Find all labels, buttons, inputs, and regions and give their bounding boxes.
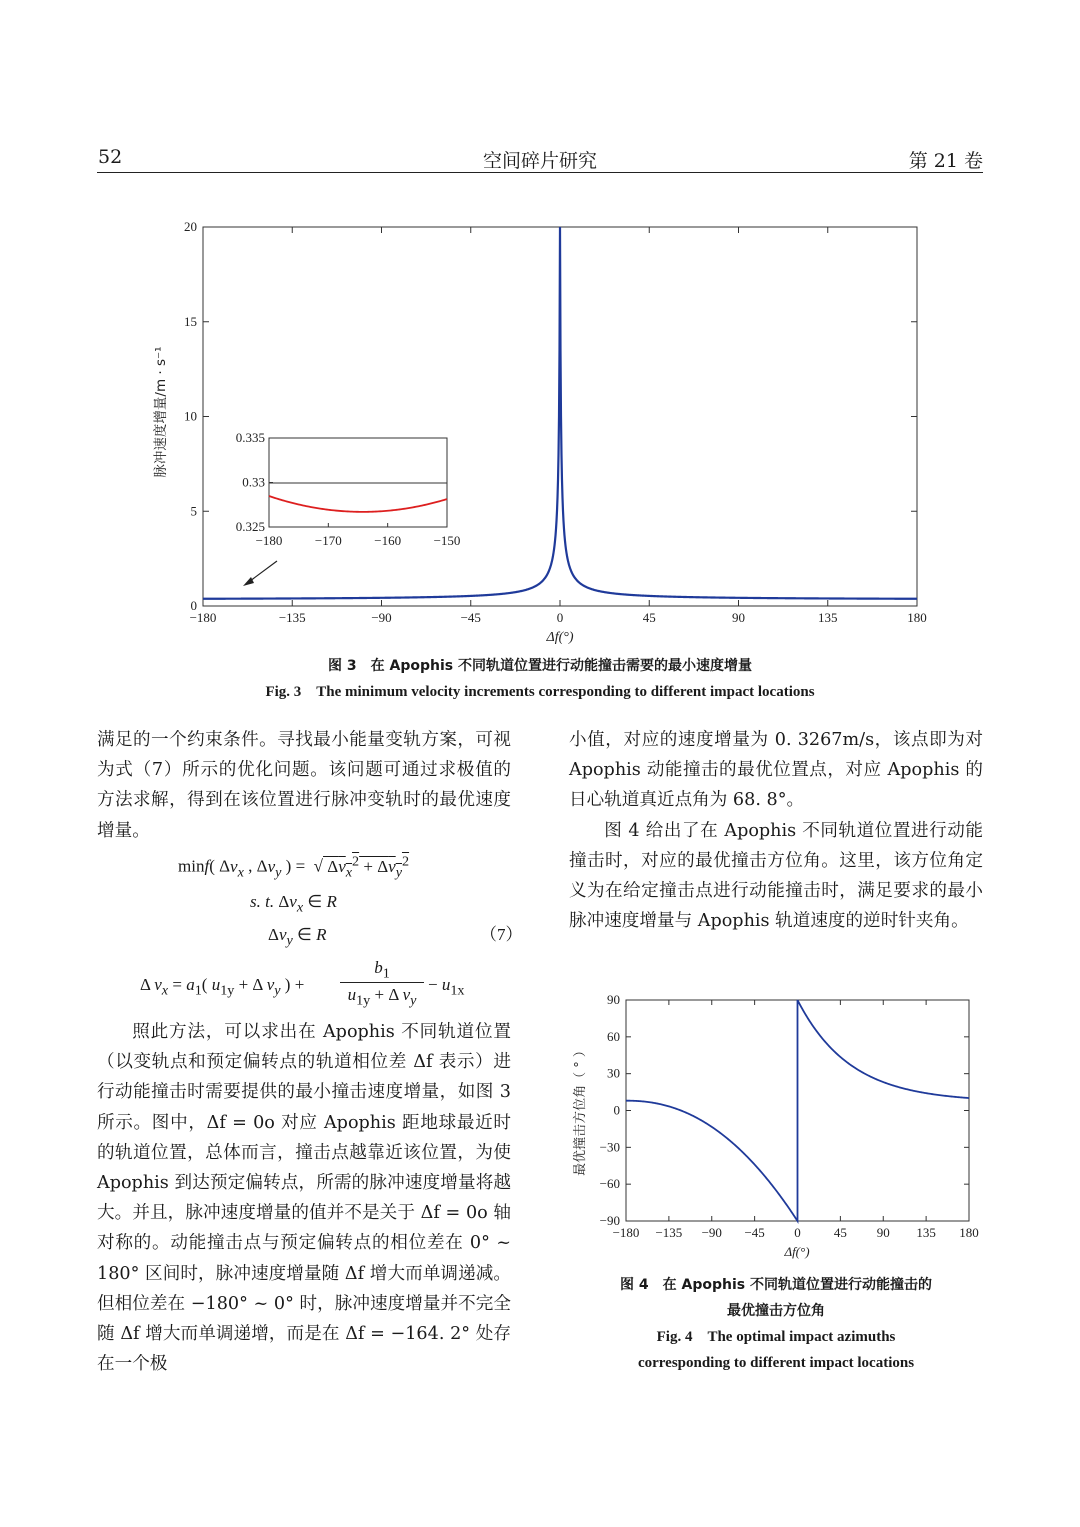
fig4-xtick-label: −90	[701, 1225, 722, 1240]
volume-label: 第 21 卷	[908, 150, 983, 172]
fig3-xtick-label: 180	[907, 610, 927, 625]
fig4-ylabel: 最优撞击方位角（ ° ）	[573, 1044, 588, 1176]
fig4-ytick-label: 30	[607, 1065, 620, 1081]
fig3-inset-ytick-label: 0.33	[242, 474, 265, 490]
fig4-ytick-label: −30	[599, 1139, 620, 1155]
left-para-1	[97, 725, 511, 846]
left-para-1-text: 满足的一个约束条件。寻找最小能量变轨方案，可视为式（7）所示的优化问题。该问题可通过求极值的方法求解，得到在该位置进行脉冲变轨时的最优速度增量。	[97, 730, 511, 841]
page-number: 52	[98, 146, 123, 168]
fig4-ytick-label: −60	[599, 1176, 620, 1192]
fig4-xtick-label: −135	[655, 1225, 683, 1240]
fig3-arrow-head	[243, 577, 254, 586]
eq7-fraction-num: $b_1$	[340, 958, 424, 983]
fig3-caption-cn: 图 3 在 Apophis 不同轨道位置进行动能撞击需要的最小速度增量	[328, 658, 752, 674]
fig3-xtick-label: 0	[556, 610, 564, 625]
eq7-fraction-den: $u_{1y} + \Delta$ $v_y$	[347, 985, 417, 1009]
eq7-line4: Δ $v_x = a_1$( $u_{1y} + \Delta$ $v_y$ ) +	[140, 975, 305, 999]
fig4-ytick-label: 60	[607, 1028, 620, 1044]
eq7-number: （7）	[480, 925, 523, 944]
fig3-ytick-label: 15	[184, 313, 197, 329]
figure-3-chart	[0, 0, 1080, 660]
fig3-xtick-label: 45	[642, 610, 656, 625]
left-para-2	[97, 1017, 511, 1379]
eq7-line1: minf( $\Delta v_x$ , $\Delta v_y$ ) = √ $\Delta v_x^2 + \Delta v_y^2$	[178, 853, 410, 881]
journal-title: 空间碎片研究	[482, 150, 597, 172]
fig4-caption-en-1: Fig. 4 The optimal impact azimuths	[656, 1329, 896, 1345]
fig3-inset-ytick-label: 0.325	[235, 519, 265, 534]
fig3-xtick-label: −180	[189, 610, 217, 625]
eq7-line3: $\Delta v_y$ ∈ R	[268, 925, 327, 949]
fig3-xtick-label: 90	[732, 610, 745, 625]
fig4-ytick-label: 0	[613, 1102, 620, 1118]
fig3-xtick-label: −90	[371, 610, 392, 625]
left-para-2-text: 照此方法，可以求出在 Apophis 不同轨道位置（以变轨点和预定偏转点的轨道相位差 Δf 表示）进行动能撞击时需要提供的最小撞击速度增量，如图 3 所示。图中，Δf = 0o 对应 Apophis 距地球最近时的轨道位置，总体而言，撞击点越靠近该位置，为使 Apophis 到达预定偏转点，所需的脉冲速度增量将越大。并且，脉冲速度增量的值并不是关于 Δf = 0o 轴对称的。动能撞击点与预定偏转点的相位差在 0° ~ 180° 区间时，脉冲速度增量随 Δf 增大而单调递减。但相位差在 −180° ~ 0° 时，脉冲速度增量并不完全随 Δf 增大而单调递增，而是在 Δf = −164. 2° 处存在一个极	[97, 1022, 511, 1375]
fig3-xlabel: Δf(°)	[546, 630, 574, 645]
fig4-ytick-label: −90	[599, 1213, 620, 1228]
fig4-ticks	[600, 992, 979, 1240]
fig4-xlabel: Δf(°)	[784, 1244, 810, 1259]
fig3-velocity-curve	[203, 227, 917, 599]
fig4-azimuth-curve	[626, 1000, 969, 1221]
fig4-xtick-label: 180	[959, 1225, 979, 1240]
fig4-caption-en-2: corresponding to different impact locations	[637, 1355, 915, 1371]
right-para-1-text: 小值，对应的速度增量为 0. 3267m/s，该点即为对 Apophis 动能撞击的最优位置点，对应 Apophis 的日心轨道真近点角为 68. 8°。	[569, 730, 983, 811]
eq7-line2: s. t. $\Delta v_x$ ∈ R	[250, 892, 337, 916]
fig3-caption-en: Fig. 3 The minimum velocity increments corresponding to different impact locations	[265, 684, 815, 700]
fig3-ytick-label: 5	[190, 503, 197, 519]
fig3-inset-ytick-label: 0.335	[235, 430, 265, 445]
fig3-ytick-label: 20	[184, 219, 197, 234]
right-para-2-text: 图 4 给出了在 Apophis 不同轨道位置进行动能撞击时，对应的最优撞击方位角。这里，该方位角定义为在给定撞击点进行动能撞击时，满足要求的最小脉冲速度增量与 Apophis 轨道速度的逆时针夹角。	[569, 820, 983, 932]
fig3-ylabel: 脉冲速度增量/m · s⁻¹	[153, 346, 169, 478]
fig4-plot-frame	[626, 1000, 969, 1221]
fig3-inset-xtick-label: −160	[374, 533, 402, 548]
fig3-xtick-label: −135	[278, 610, 306, 625]
fig4-xtick-label: 90	[876, 1225, 890, 1240]
fig3-xtick-label: −45	[460, 610, 481, 625]
fig4-caption-cn-1: 图 4 在 Apophis 不同轨道位置进行动能撞击的	[620, 1277, 932, 1293]
fig4-xtick-label: 135	[916, 1225, 936, 1240]
right-para-1	[569, 725, 983, 936]
fig3-inset-xtick-label: −150	[433, 533, 461, 548]
fig3-inset-xtick-label: −180	[255, 533, 283, 548]
fig4-xtick-label: 0	[794, 1225, 801, 1240]
fig4-ytick-label: 90	[607, 992, 620, 1007]
fig3-ytick-label: 0	[190, 598, 197, 613]
fig3-ticks	[184, 219, 927, 625]
fig4-caption-cn-2: 最优撞击方位角	[727, 1303, 825, 1319]
eq7-line4-tail: − $u_{1x}$	[428, 975, 465, 999]
fig4-xtick-label: −180	[612, 1225, 640, 1240]
fig3-xtick-label: 135	[818, 610, 838, 625]
fig3-ytick-label: 10	[184, 408, 197, 424]
fig4-xtick-label: −45	[744, 1225, 765, 1240]
fig3-inset-xtick-label: −170	[314, 533, 342, 548]
fig4-xtick-label: 45	[833, 1225, 847, 1240]
